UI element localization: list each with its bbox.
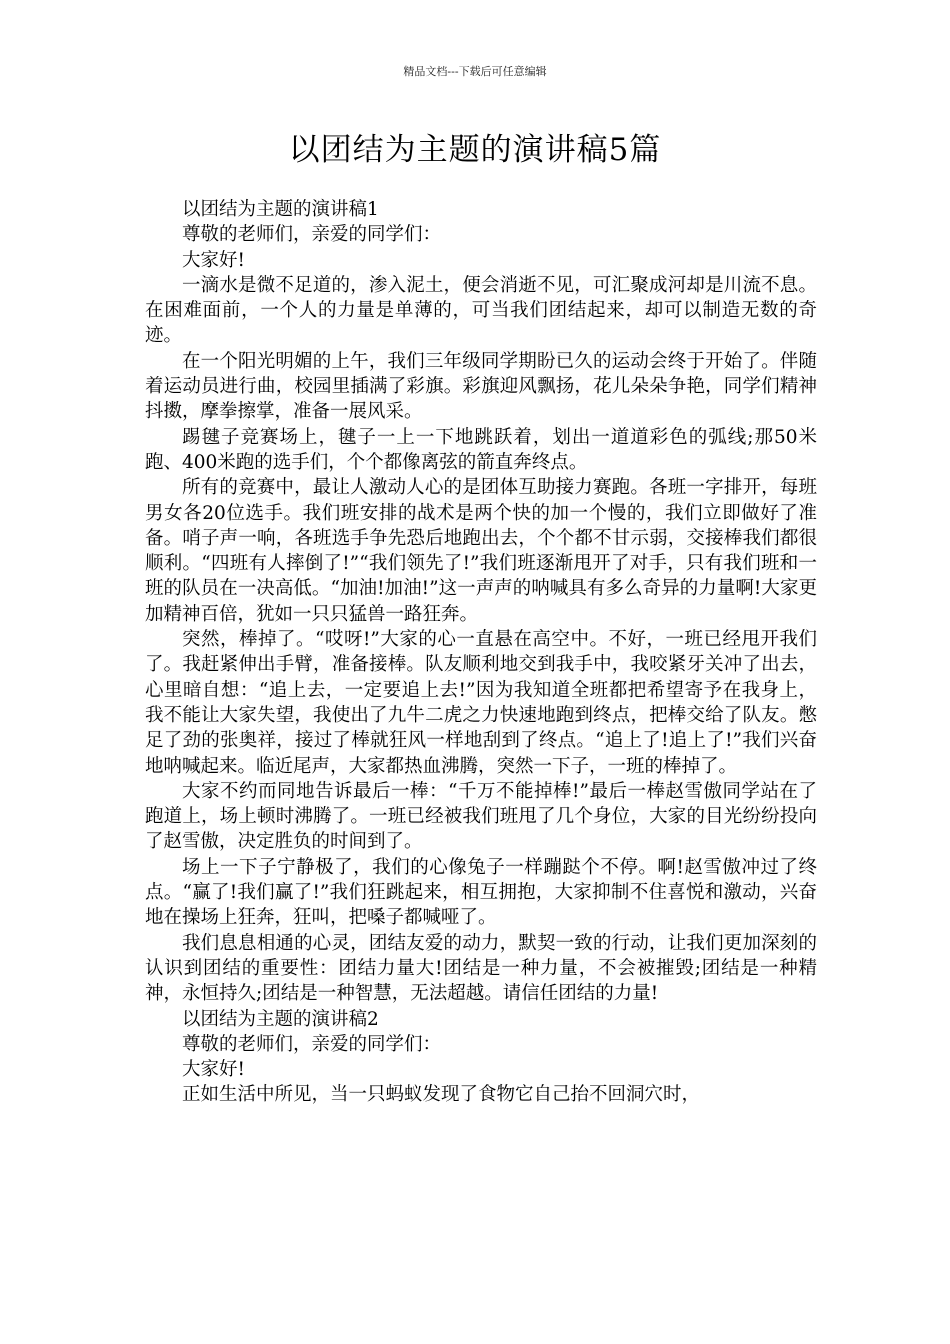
paragraph: 场上一下子宁静极了，我们的心像兔子一样蹦跶个不停。啊!赵雪傲冲过了终点。“赢了!我们赢了!”我们狂跳起来，相互拥抱，大家抑制不住喜悦和激动，兴奋地在操场上狂奔，狂叫，把嗓子都喊哑了。 xyxy=(145,856,817,929)
salutation: 尊敬的老师们，亲爱的同学们： xyxy=(182,224,442,246)
document-body xyxy=(145,197,817,1108)
paragraph: 我们息息相通的心灵，团结友爱的动力，默契一致的行动，让我们更加深刻的认识到团结的重要性：团结力量大!团结是一种力量，不会被摧毁;团结是一种精神，永恒持久;团结是一种智慧，无法超越。请信任团结的力量! xyxy=(145,932,817,1005)
paragraph: 大家不约而同地告诉最后一棒：“千万不能掉棒!”最后一棒赵雪傲同学站在了跑道上，场上顿时沸腾了。一班已经被我们班甩了几个身位，大家的目光纷纷投向了赵雪傲，决定胜负的时间到了。 xyxy=(145,780,817,853)
header-note: 精品文档---下载后可任意编辑 xyxy=(403,65,547,78)
speech-1-heading: 以团结为主题的演讲稿1 xyxy=(182,199,379,220)
paragraph: 突然，棒掉了。“哎呀!”大家的心一直悬在高空中。不好，一班已经甩开我们了。我赶紧伸出手臂，准备接棒。队友顺利地交到我手中，我咬紧牙关冲了出去，心里暗自想：“追上去，一定要追上去!”因为我知道全班都把希望寄予在我身上，我不能让大家失望，我使出了九牛二虎之力快速地跑到终点，把棒交给了队友。憋足了劲的张奥祥，接过了棒就狂风一样地刮到了终点。“追上了!追上了!”我们兴奋地呐喊起来。临近尾声，大家都热血沸腾，突然一下子，一班的棒掉了。 xyxy=(145,629,817,777)
paragraph: 正如生活中所见，当一只蚂蚁发现了食物它自己抬不回洞穴时， xyxy=(182,1084,701,1106)
greeting: 大家好! xyxy=(182,249,245,271)
speech-2-heading: 以团结为主题的演讲稿2 xyxy=(182,1008,379,1030)
paragraph: 在一个阳光明媚的上午，我们三年级同学期盼已久的运动会终于开始了。伴随着运动员进行曲，校园里插满了彩旗。彩旗迎风飘扬，花儿朵朵争艳，同学们精神抖擞，摩拳擦掌，准备一展风采。 xyxy=(145,350,817,423)
paragraph: 所有的竞赛中，最让人激动人心的是团体互助接力赛跑。各班一字排开，每班男女各20位选手。我们班安排的战术是两个快的加一个慢的，我们立即做好了准备。哨子声一响，各班选手争先恐后地跑出去，个个都不甘示弱，交接棒我们都很顺利。“四班有人摔倒了!”“我们领先了!”我们班逐渐甩开了对手，只有我们班和一班的队员在一决高低。“加油!加油!”这一声声的呐喊具有多么奇异的力量啊!大家更加精神百倍，犹如一只只猛兽一路狂奔。 xyxy=(145,477,817,625)
salutation: 尊敬的老师们，亲爱的同学们： xyxy=(182,1033,442,1055)
paragraph: 踢毽子竞赛场上，毽子一上一下地跳跃着，划出一道道彩色的弧线;那50米跑、400米跑的选手们，个个都像离弦的箭直奔终点。 xyxy=(145,426,817,473)
document-title: 以团结为主题的演讲稿5篇 xyxy=(288,132,662,168)
greeting: 大家好! xyxy=(182,1059,245,1081)
paragraph: 一滴水是微不足道的，渗入泥土，便会消逝不见，可汇聚成河却是川流不息。在困难面前，一个人的力量是单薄的，可当我们团结起来，却可以制造无数的奇迹。 xyxy=(145,274,817,347)
